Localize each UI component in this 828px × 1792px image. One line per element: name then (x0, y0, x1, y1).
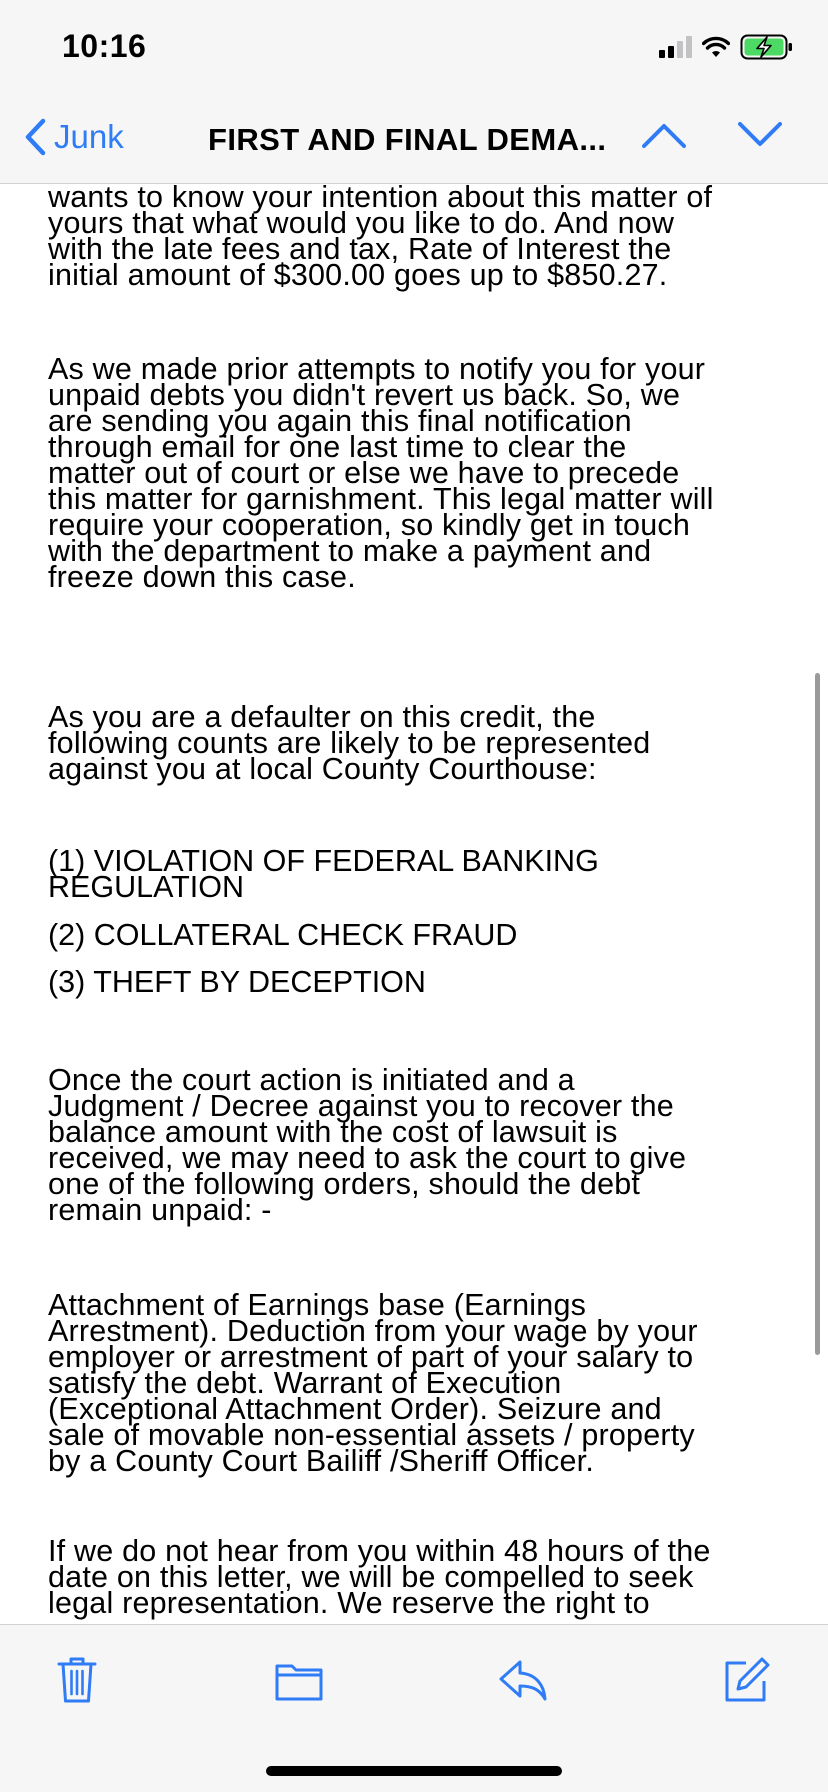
text-line: Arrestment). Deduction from your wage by your (48, 1314, 698, 1348)
text-line: by a County Court Bailiff /Sheriff Officer. (48, 1444, 594, 1478)
text-line: with the department to make a payment and (48, 534, 652, 568)
next-message-button[interactable] (736, 120, 784, 155)
top-bar (0, 0, 828, 184)
text-line: wants to know your intention about this matter of (48, 184, 713, 214)
vertical-scrollbar[interactable] (815, 673, 820, 1355)
text-line: following counts are likely to be represented (48, 726, 651, 760)
trash-icon (56, 1655, 98, 1705)
text-line: with the late fees and tax, Rate of Interest the (48, 232, 672, 266)
wifi-icon (702, 36, 730, 58)
text-line: are sending you again this final notification (48, 404, 632, 438)
text-line: yours that what would you like to do. And now (48, 206, 675, 240)
text-line: unpaid debts you didn't revert us back. So, we (48, 378, 681, 412)
text-line: require your cooperation, so kindly get in touch (48, 508, 690, 542)
trash-button[interactable] (56, 1655, 98, 1710)
text-line: against you at local County Courthouse: (48, 752, 597, 786)
previous-message-button[interactable] (640, 120, 688, 155)
text-line: Judgment / Decree against you to recover the (48, 1089, 674, 1123)
paragraph-defaulter (48, 700, 788, 786)
text-line: date on this letter, we will be compelled to seek (48, 1560, 694, 1594)
text-line: Attachment of Earnings base (Earnings (48, 1288, 587, 1322)
paragraph-intention (48, 184, 788, 292)
text-line: initial amount of $300.00 goes up to $850.27. (48, 258, 668, 292)
compose-icon (722, 1655, 772, 1705)
folder-icon (274, 1655, 324, 1705)
count-item: (2) COLLATERAL CHECK FRAUD (48, 918, 518, 952)
text-line: employer or arrestment of part of your salary to (48, 1340, 694, 1374)
text-line: Once the court action is initiated and a (48, 1063, 575, 1097)
count-item: (1) VIOLATION OF FEDERAL BANKING (48, 844, 599, 878)
back-label: Junk (54, 118, 124, 155)
paragraph-attachment (48, 1288, 788, 1478)
text-line: this matter for garnishment. This legal matter will (48, 482, 714, 516)
cellular-signal-icon (659, 36, 692, 58)
text-line: freeze down this case. (48, 560, 356, 594)
text-line: satisfy the debt. Warrant of Execution (48, 1366, 562, 1400)
chevron-left-icon (22, 118, 48, 156)
paragraph-prior-attempts (48, 352, 788, 594)
text-line: through email for one last time to clear the (48, 430, 627, 464)
text-line: If we do not hear from you within 48 hours of the (48, 1534, 711, 1568)
paragraph-48-hours (48, 1534, 788, 1620)
text-line: remain unpaid: - (48, 1193, 272, 1227)
text-line: legal representation. We reserve the right to (48, 1586, 650, 1620)
text-line: one of the following orders, should the debt (48, 1167, 641, 1201)
compose-button[interactable] (722, 1655, 772, 1710)
battery-charging-icon (740, 34, 794, 60)
text-line: (Exceptional Attachment Order). Seizure and (48, 1392, 662, 1426)
status-time: 10:16 (62, 28, 147, 64)
text-line: As we made prior attempts to notify you for your (48, 352, 706, 386)
home-indicator[interactable] (266, 1766, 562, 1776)
text-line: received, we may need to ask the court to give (48, 1141, 687, 1175)
chevron-up-icon (640, 120, 688, 150)
text-line: matter out of court or else we have to precede (48, 456, 680, 490)
message-title: FIRST AND FINAL DEMA... (208, 122, 607, 157)
reply-icon (498, 1655, 548, 1705)
text-line: balance amount with the cost of lawsuit is (48, 1115, 618, 1149)
status-icons (659, 34, 794, 60)
back-button[interactable] (22, 118, 124, 156)
reply-button[interactable] (498, 1655, 548, 1710)
chevron-down-icon (736, 120, 784, 150)
count-item: (3) THEFT BY DECEPTION (48, 965, 426, 999)
count-item: REGULATION (48, 870, 245, 904)
text-line: As you are a defaulter on this credit, the (48, 700, 596, 734)
email-body (0, 184, 828, 1624)
text-line: sale of movable non-essential assets / property (48, 1418, 695, 1452)
paragraph-court-action (48, 1063, 788, 1227)
move-to-folder-button[interactable] (274, 1655, 324, 1710)
